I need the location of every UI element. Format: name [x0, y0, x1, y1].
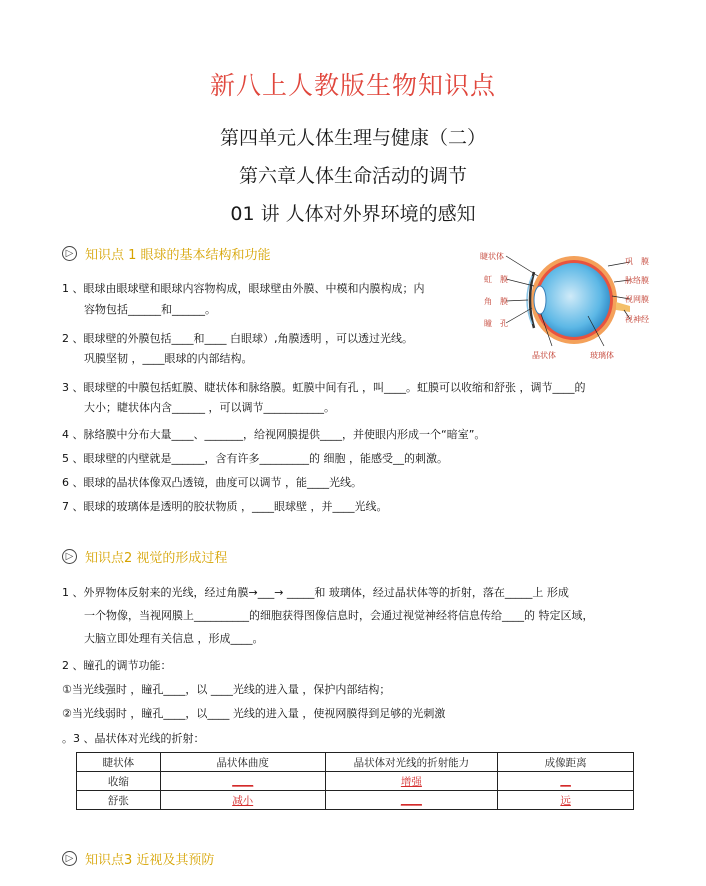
- page-title: 新八上人教版生物知识点: [209, 71, 496, 100]
- table-cell: ____: [160, 772, 325, 791]
- eyeball-diagram: [478, 246, 654, 368]
- eye-label: 视神经: [625, 315, 649, 324]
- text-line: 一个物像，当视网膜上__________的细胞获得图像信息时，会通过视觉神经将信息传给____的 特定区域，: [84, 609, 594, 622]
- eye-label: 晶状体: [532, 351, 556, 360]
- eye-label: 角 膜: [484, 297, 508, 306]
- table-header: 睫状体: [77, 753, 161, 772]
- text-line: 2 、眼球壁的外膜包括____和____ 白眼球）,角膜透明 ，可以透过光线。: [62, 332, 413, 345]
- eye-label: 睫状体: [480, 252, 504, 261]
- table-row: [77, 772, 634, 791]
- eye-label: 巩 膜: [625, 257, 649, 266]
- unit-heading: 第四单元人体生理与健康（二）: [219, 127, 486, 149]
- text-line: 7 、眼球的玻璃体是透明的胶状物质 ，____眼球壁 ，并____光线。: [62, 500, 388, 513]
- text-line: 大小；睫状体内含______ ，可以调节___________。: [84, 401, 335, 414]
- text-line: 5 、眼球壁的内壁就是______，含有许多_________的 细胞 ，能感受__的刺激。: [62, 452, 448, 465]
- text-line: 容物包括______和______。: [84, 303, 216, 316]
- section-title: 知识点 1 眼球的基本结构和功能: [85, 248, 271, 263]
- text-line: ②当光线弱时 ，瞳孔____，以____ 光线的进入量 ，使视网膜得到足够的光刺激: [62, 707, 446, 720]
- arrow-circle-icon: ▷: [62, 549, 77, 564]
- table-header: 成像距离: [498, 753, 634, 772]
- section-heading-2: [62, 547, 227, 566]
- text-line: 1 、外界物体反射来的光线，经过角膜→___→ _____和 玻璃体，经过晶状体等的折射，落在_____上 形成: [62, 586, 569, 599]
- table-cell: 远: [498, 791, 634, 810]
- arrow-circle-icon: ▷: [62, 851, 77, 866]
- text-line: 3 、眼球壁的中膜包括虹膜、睫状体和脉络膜。虹膜中间有孔 ，叫____。虹膜可以收缩和舒张 ，调节____的: [62, 381, 586, 394]
- table-cell: 增强: [325, 772, 498, 791]
- eye-label: 玻璃体: [590, 351, 614, 360]
- lesson-heading: 01 讲 人体对外界环境的感知: [230, 203, 476, 225]
- text-line: 1 、眼球由眼球壁和眼球内容物构成，眼球壁由外膜、中模和内膜构成；内: [62, 282, 425, 295]
- arrow-circle-icon: ▷: [62, 246, 77, 261]
- eye-label: 瞳 孔: [484, 319, 508, 328]
- section-title: 知识点3 近视及其预防: [85, 853, 215, 868]
- text-line: ①当光线强时 ，瞳孔____，以 ____光线的进入量 ，保护内部结构；: [62, 683, 391, 696]
- section-heading-1: [62, 244, 271, 263]
- lens-refraction-table: [76, 752, 634, 810]
- section-heading-3: [62, 849, 214, 868]
- text-line: 。3 、晶状体对光线的折射：: [62, 732, 205, 745]
- eye-label: 视网膜: [625, 295, 649, 304]
- text-line: 巩膜坚韧 ，____眼球的内部结构。: [84, 352, 253, 365]
- table-cell: 收缩: [77, 772, 161, 791]
- eye-label: 虹 膜: [484, 275, 508, 284]
- lens-shape: [534, 286, 546, 314]
- text-line: 2 、瞳孔的调节功能：: [62, 659, 172, 672]
- table-cell: __: [498, 772, 634, 791]
- text-line: 大脑立即处理有关信息 ，形成____。: [84, 632, 264, 645]
- table-cell: 减小: [160, 791, 325, 810]
- table-header: 晶状体曲度: [160, 753, 325, 772]
- table-row: [77, 791, 634, 810]
- eye-label: 脉络膜: [625, 276, 649, 285]
- section-title: 知识点2 视觉的形成过程: [85, 551, 228, 566]
- table-header: 晶状体对光线的折射能力: [325, 753, 498, 772]
- text-line: 4 、脉络膜中分布大量____、_______，给视网膜提供____，并使眼内形成一个“暗室”。: [62, 428, 486, 441]
- vitreous-shape: [538, 263, 610, 337]
- chapter-heading: 第六章人体生命活动的调节: [238, 165, 467, 187]
- table-cell: ____: [325, 791, 498, 810]
- table-cell: 舒张: [77, 791, 161, 810]
- text-line: 6 、眼球的晶状体像双凸透镜，曲度可以调节 ，能____光线。: [62, 476, 362, 489]
